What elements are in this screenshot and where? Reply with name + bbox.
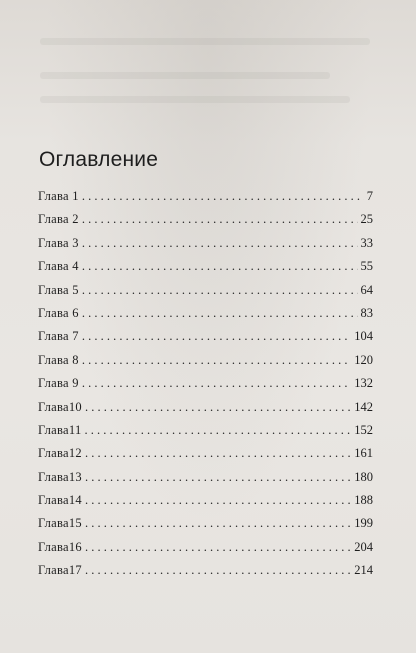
toc-entry-label: Глава 9 <box>38 376 79 391</box>
show-through-text <box>40 72 330 79</box>
toc-entry-page-number: 132 <box>354 376 373 391</box>
toc-entry <box>38 372 373 395</box>
toc-entry <box>38 512 373 535</box>
show-through-text <box>40 38 370 45</box>
toc-leader-dots <box>85 442 351 465</box>
toc-entry-label: Глава 4 <box>38 259 79 274</box>
toc-entry-label: Глава 7 <box>38 329 79 344</box>
toc-entry <box>38 279 373 302</box>
toc-entry-page-number: 64 <box>360 282 373 297</box>
toc-entry-label: Глава 8 <box>38 352 79 367</box>
toc-entry-label: Глава16 <box>38 539 82 554</box>
toc-entry-page-number: 204 <box>354 539 373 554</box>
toc-entry <box>38 185 373 208</box>
toc-entry-label: Глава12 <box>38 446 82 461</box>
toc-entry-label: Глава13 <box>38 469 82 484</box>
toc-entry-label: Глава10 <box>38 399 82 414</box>
toc-entry <box>38 208 373 231</box>
toc-leader-dots <box>85 559 351 582</box>
toc-entry-label: Глава15 <box>38 516 82 531</box>
toc-entry-page-number: 33 <box>360 235 373 250</box>
toc-entry <box>38 325 373 348</box>
toc-leader-dots <box>82 372 351 395</box>
toc-entry-page-number: 7 <box>366 189 373 203</box>
toc-entry <box>38 232 373 255</box>
toc-entry-label: Глава14 <box>38 493 82 508</box>
show-through-text <box>40 96 350 103</box>
toc-leader-dots <box>82 349 351 372</box>
toc-entry-page-number: 55 <box>360 259 373 274</box>
toc-entry <box>38 302 373 325</box>
toc-entry <box>38 466 373 489</box>
toc-leader-dots <box>82 208 358 231</box>
toc-leader-dots <box>85 396 351 419</box>
toc-leader-dots <box>82 325 351 348</box>
toc-entry-label: Глава 5 <box>38 282 79 297</box>
toc-entry-page-number: 161 <box>354 446 373 461</box>
toc-entry-label: Глава 2 <box>38 212 79 227</box>
toc-entry-label: Глава11 <box>38 422 82 437</box>
toc-leader-dots <box>85 512 351 535</box>
toc-entry-page-number: 180 <box>354 469 373 484</box>
toc-entry <box>38 442 373 465</box>
toc-entry-page-number: 214 <box>354 563 373 578</box>
toc-entry-label: Глава 6 <box>38 305 79 320</box>
toc-title: Оглавление <box>39 148 159 171</box>
toc-entry-page-number: 104 <box>354 329 373 344</box>
toc-leader-dots <box>85 466 351 489</box>
toc-entry <box>38 559 373 582</box>
toc-leader-dots <box>82 255 358 278</box>
toc-entry-page-number: 142 <box>354 399 373 414</box>
toc-entry-label: Глава 1 <box>38 189 79 203</box>
toc-leader-dots <box>82 302 358 325</box>
toc-entry <box>38 396 373 419</box>
toc-entry <box>38 419 373 442</box>
toc-list <box>38 185 373 583</box>
toc-entry-page-number: 199 <box>354 516 373 531</box>
toc-entry-page-number: 120 <box>354 352 373 367</box>
toc-leader-dots <box>82 232 358 255</box>
toc-leader-dots <box>85 489 351 512</box>
toc-entry-page-number: 25 <box>360 212 373 227</box>
toc-entry <box>38 349 373 372</box>
toc-leader-dots <box>85 536 351 559</box>
toc-entry <box>38 536 373 559</box>
toc-entry-label: Глава17 <box>38 563 82 578</box>
toc-entry-page-number: 188 <box>354 493 373 508</box>
toc-entry <box>38 255 373 278</box>
toc-leader-dots <box>82 185 364 208</box>
toc-leader-dots <box>82 279 358 302</box>
toc-entry-label: Глава 3 <box>38 235 79 250</box>
toc-entry-page-number: 83 <box>360 305 373 320</box>
toc-leader-dots <box>85 419 352 442</box>
toc-entry <box>38 489 373 512</box>
toc-entry-page-number: 152 <box>354 422 373 437</box>
